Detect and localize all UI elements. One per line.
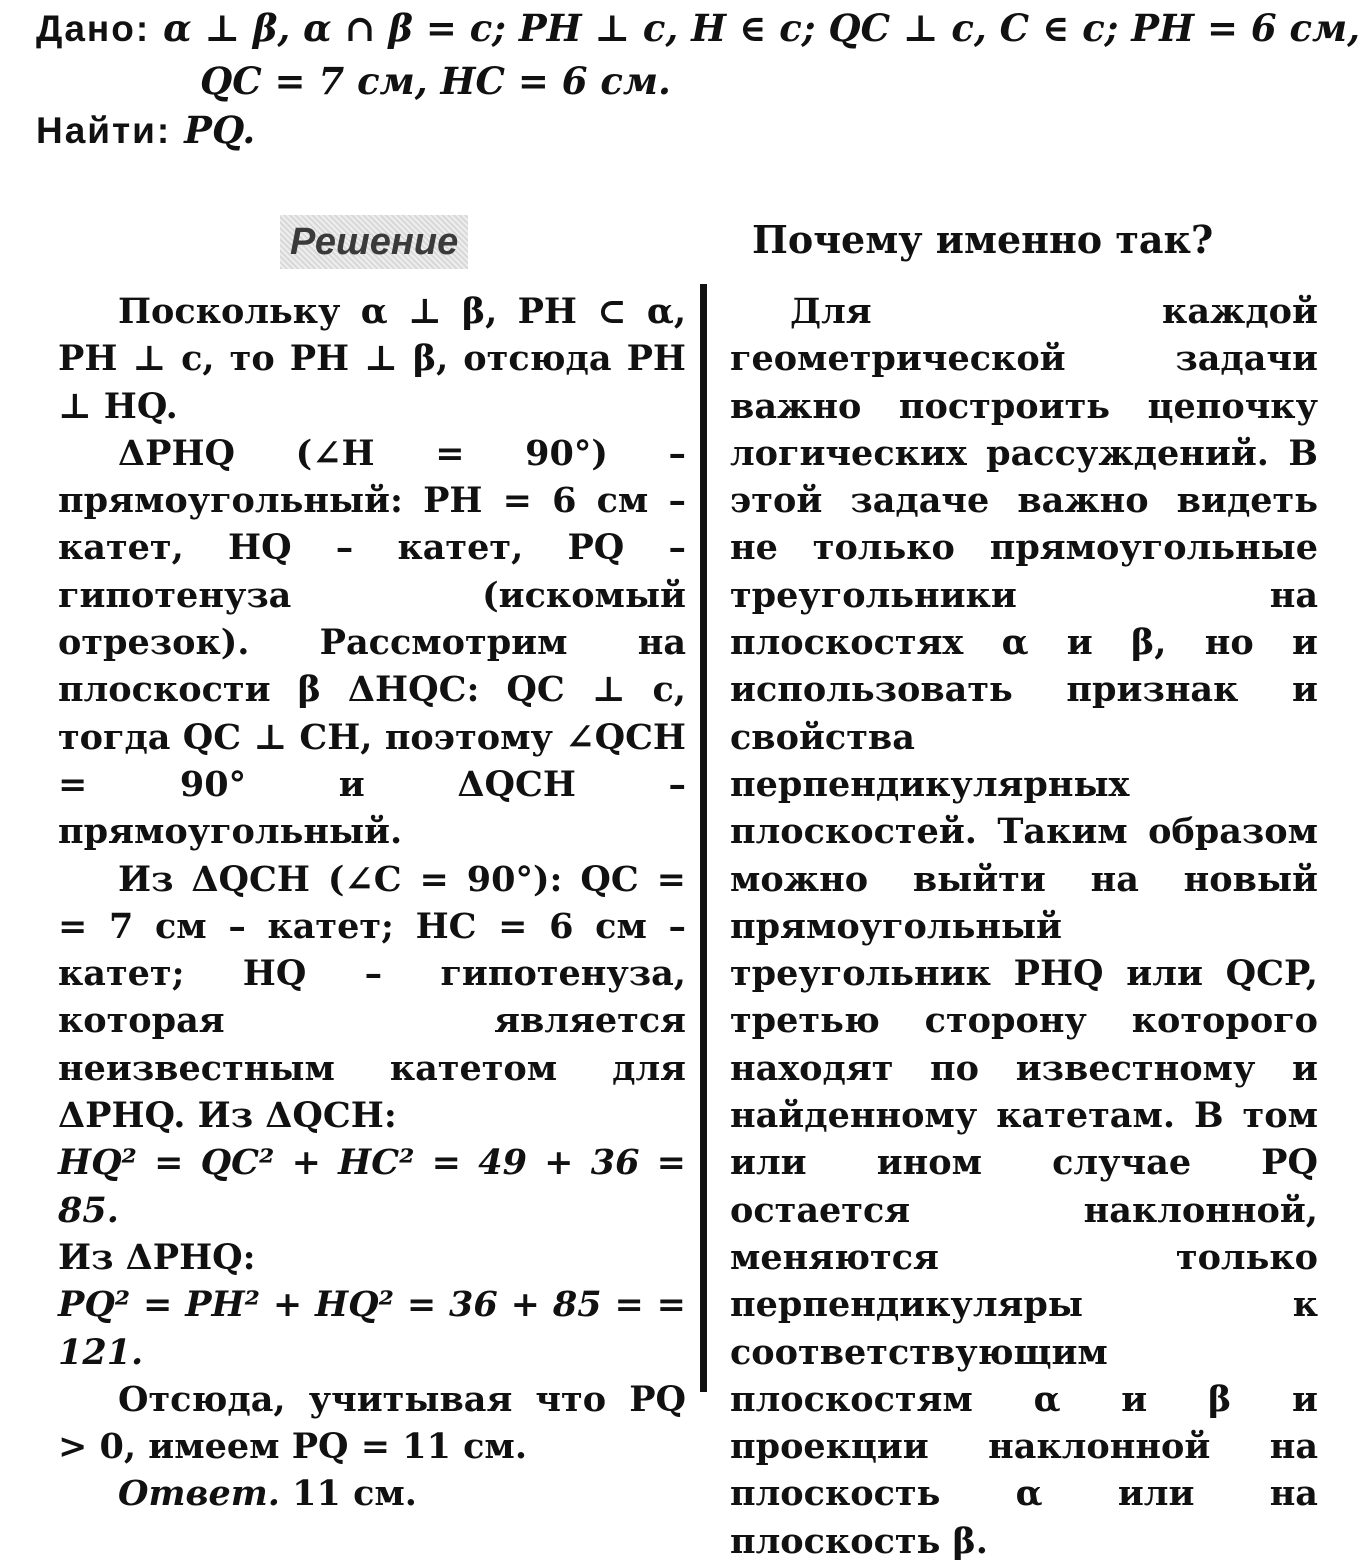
given-block xyxy=(36,2,1361,107)
solution-paragraph-1: Поскольку α ⊥ β, PH ⊂ α, PH ⊥ c, то PH ⊥ β, отсюда PH ⊥ HQ. xyxy=(58,291,686,427)
answer-value: 11 см. xyxy=(280,1473,417,1515)
solution-paragraph-3: Из ΔQCH (∠C = 90°): QC = = 7 см – катет; HC = 6 см – катет; HQ – гипотенуза, которая является неизвестным катетом для ΔPHQ. Из ΔQCH: xyxy=(58,858,686,1137)
solution-answer xyxy=(58,1470,686,1517)
explanation-header: Почему именно так? xyxy=(752,217,1214,262)
explanation-column xyxy=(730,288,1318,1565)
explanation-text: Для каждой геометрической задачи важно построить цепочку логических рассуждений. В этой задаче важно видеть не только прямоугольные треугольники на плоскостях α и β, но и использовать признак и свойства перпендикулярных плоскостей. Таким образом можно выйти на новый прямоугольный треугольник PHQ или QCP, третью сторону которого находят по известному и найденному катетам. В том или ином случае PQ остается наклонной, меняются только перпендикуляры к соответствующим плоскостям α и β и проекции наклонной на плоскость α или на плоскость β. xyxy=(730,291,1318,1562)
solution-header: Решение xyxy=(280,215,468,269)
column-divider xyxy=(700,284,707,1392)
solution-paragraph-2: ΔPHQ (∠H = 90°) – прямоугольный: PH = 6 см – катет, HQ – катет, PQ – гипотенуза (искомый отрезок). Рассмотрим на плоскости β ΔHQC: QC ⊥ c, тогда QC ⊥ CH, поэтому ∠QCH = 90° и ΔQCH – прямоугольный. xyxy=(58,432,686,853)
solution-formula-pq: PQ² = PH² + HQ² = 36 + 85 = = 121. xyxy=(58,1284,686,1373)
solution-column xyxy=(58,288,686,1518)
find-value: PQ. xyxy=(171,108,256,152)
find-label: Найти: xyxy=(36,110,172,151)
solution-paragraph-4: Из ΔPHQ: xyxy=(58,1236,256,1278)
solution-conclusion: Отсюда, учитывая что PQ > 0, имеем PQ = 11 см. xyxy=(58,1378,686,1468)
given-conditions-2: QC = 7 см, HC = 6 см. xyxy=(200,59,671,103)
find-block xyxy=(36,104,255,157)
given-label: Дано: xyxy=(36,8,151,49)
answer-label: Ответ. xyxy=(118,1473,280,1515)
given-conditions-1: α ⊥ β, α ∩ β = c; PH ⊥ c, H ∈ c; QC ⊥ c, C ∈ c; PH = 6 см, xyxy=(150,6,1361,50)
solution-formula-hq: HQ² = QC² + HC² = 49 + 36 = 85. xyxy=(58,1142,686,1231)
given-line-1 xyxy=(36,2,1361,55)
